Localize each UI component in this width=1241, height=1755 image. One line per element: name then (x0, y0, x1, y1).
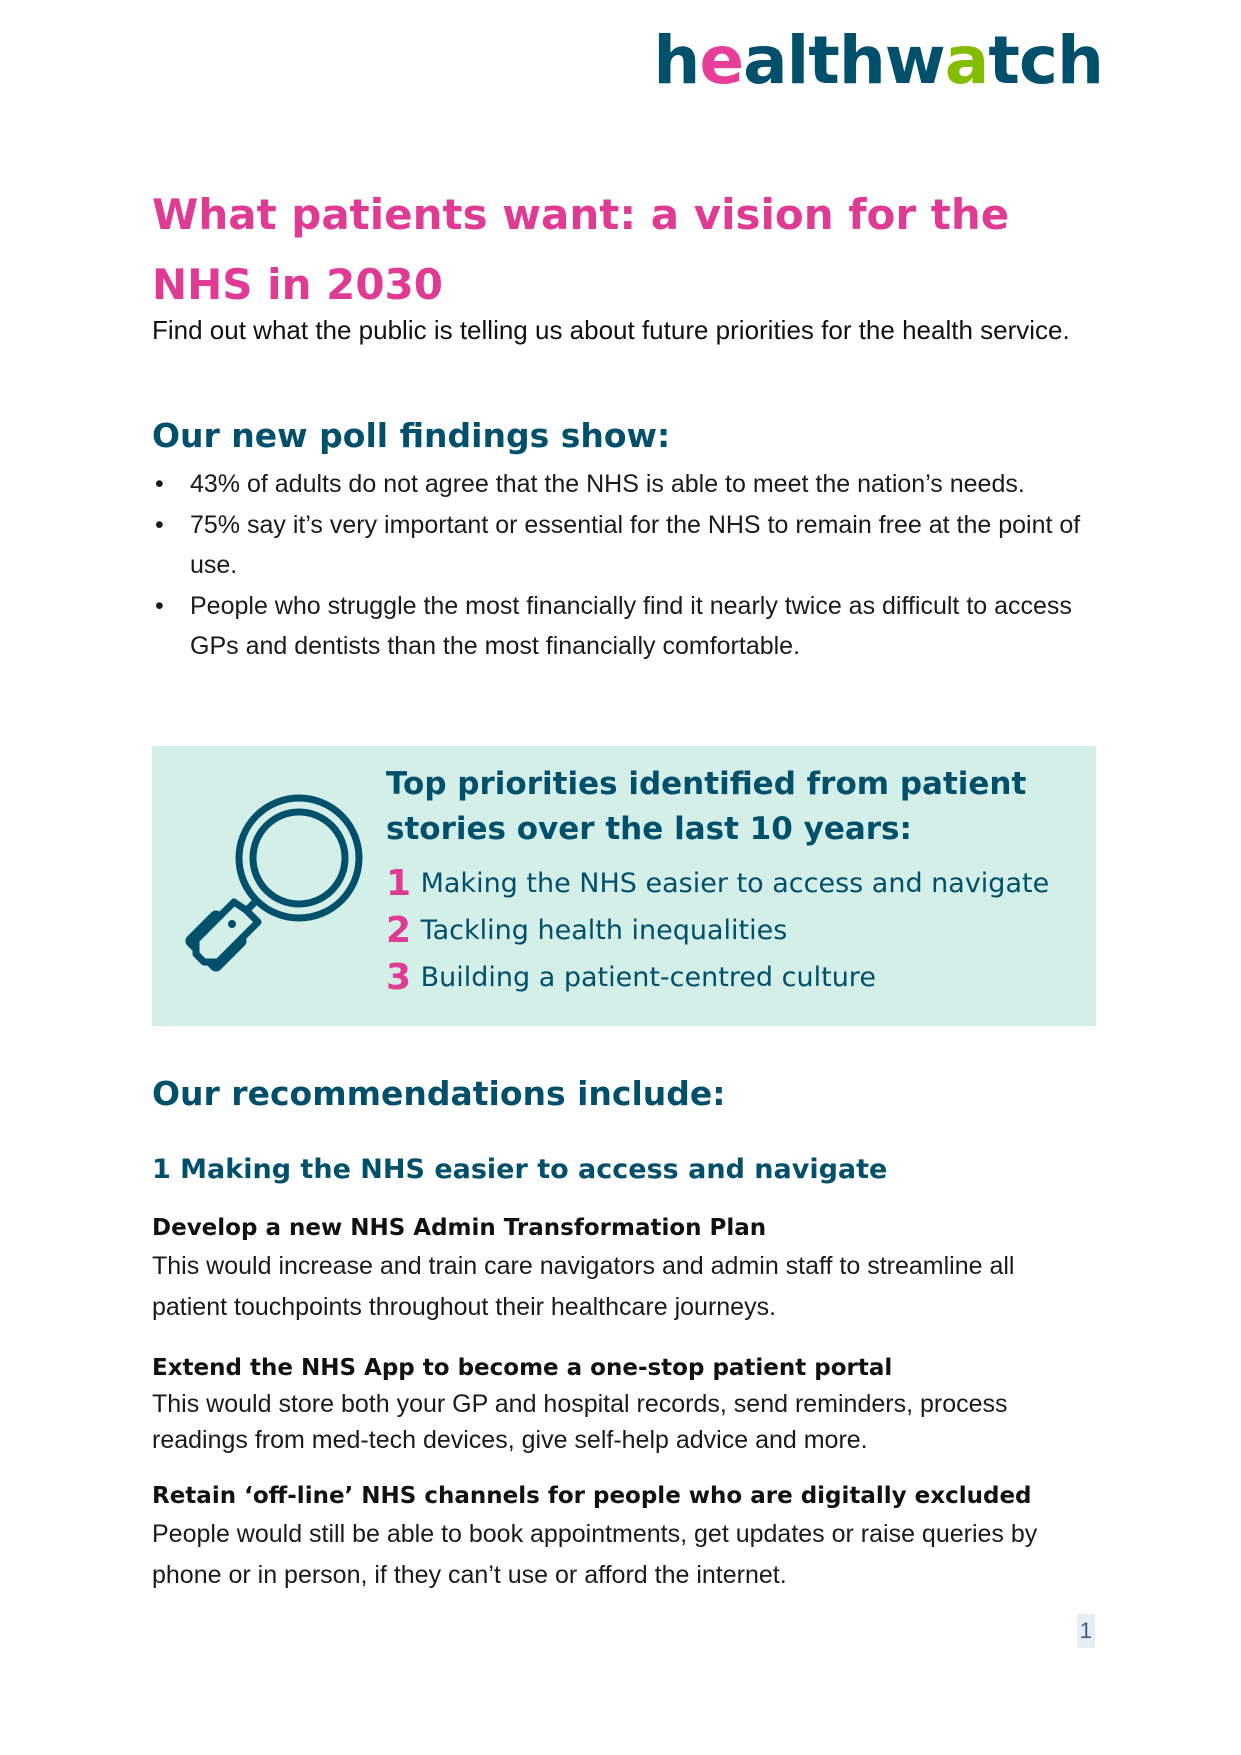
list-item: 3 Building a patient-centred culture (386, 957, 876, 998)
list-item: • People who struggle the most financially find it nearly twice as difficult to access GPs and dentists than the most financially comfortable. (152, 586, 1096, 666)
magnifying-glass-icon (176, 788, 366, 988)
recommendation-title: Extend the NHS App to become a one-stop patient portal (152, 1355, 893, 1381)
page-number: 1 (1077, 1614, 1095, 1648)
bullet-icon: • (155, 511, 164, 539)
recommendation-title: Retain ‘off-line’ NHS channels for people who are digitally excluded (152, 1483, 1032, 1509)
recommendation-body: People would still be able to book appointments, get updates or raise queries by phone or in person, if they can’t use or afford the internet. (152, 1520, 1038, 1589)
recommendations-section-title: 1 Making the NHS easier to access and navigate (152, 1154, 888, 1185)
page-title: What patients want: a vision for the NHS in 2030 (152, 190, 1010, 309)
poll-findings-list (152, 464, 1096, 667)
recommendation-item (152, 1210, 1096, 1328)
priorities-list (386, 860, 1086, 1001)
recommendation-item (152, 1478, 1096, 1596)
bullet-icon: • (155, 592, 164, 620)
list-item: 2 Tackling health inequalities (386, 910, 788, 951)
recommendation-item (152, 1350, 1096, 1458)
list-item: • 43% of adults do not agree that the NHS is able to meet the nation’s needs. (152, 464, 1096, 504)
recommendations-heading: Our recommendations include: (152, 1074, 726, 1113)
page-subtitle: Find out what the public is telling us about future priorities for the health service. (152, 315, 1070, 345)
recommendation-title: Develop a new NHS Admin Transformation Plan (152, 1215, 767, 1241)
poll-findings-heading: Our new poll findings show: (152, 416, 671, 455)
priorities-heading: Top priorities identified from patient stories over the last 10 years: (386, 766, 1027, 847)
list-item: • 75% say it’s very important or essential for the NHS to remain free at the point of use. (152, 505, 1096, 585)
bullet-icon: • (155, 470, 164, 498)
priorities-callout (152, 746, 1096, 1026)
healthwatch-logo: healthwatch (653, 22, 1103, 99)
recommendation-body: This would increase and train care navigators and admin staff to streamline all patient touchpoints throughout their healthcare journeys. (152, 1252, 1015, 1321)
recommendation-body: This would store both your GP and hospital records, send reminders, process readings from med-tech devices, give self-help advice and more. (152, 1390, 1008, 1454)
list-item: 1 Making the NHS easier to access and navigate (386, 863, 1050, 904)
